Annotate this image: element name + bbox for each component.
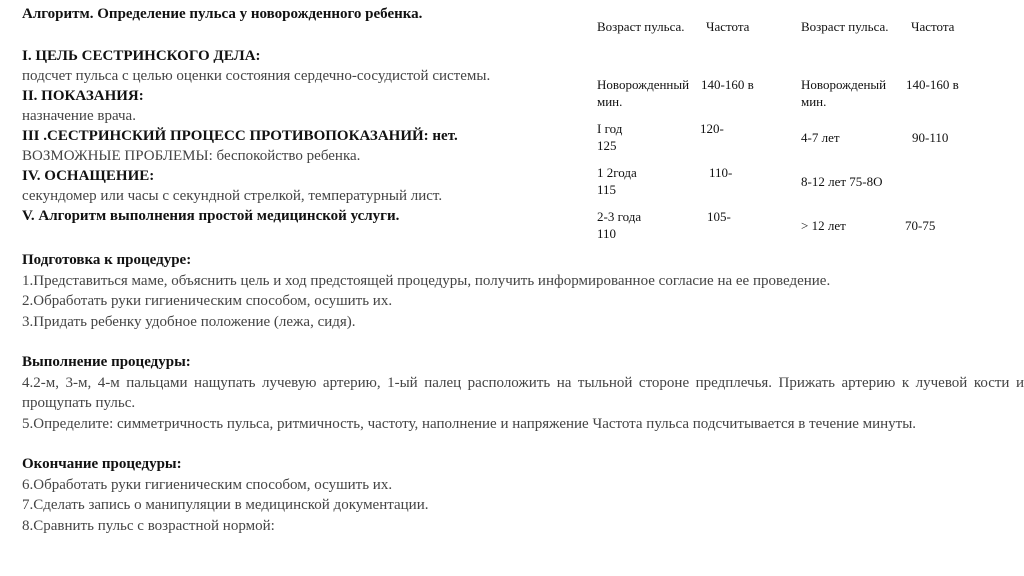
preparation-step: 2.Обработать руки гигиеническим способом, осушить их. <box>22 293 393 309</box>
document-title: Алгоритм. Определение пульса у новорожденного ребенка. <box>22 6 423 22</box>
table-left-row-age: 1 2года <box>597 165 637 180</box>
algorithm-heading: V. Алгоритм выполнения простой медицинской услуги. <box>22 208 400 224</box>
equipment-heading: IV. ОСНАЩЕНИЕ: <box>22 168 155 184</box>
goal-text: подсчет пульса с целью оценки состояния сердечно-сосудистой системы. <box>22 68 491 84</box>
contraindications-heading: III .СЕСТРИНСКИЙ ПРОЦЕСС ПРОТИВОПОКАЗАНИЙ: нет. <box>22 128 458 144</box>
completion-step: 7.Сделать запись о манипуляции в медицинской документации. <box>22 497 429 513</box>
table-right-row-age: Новорожденый <box>801 77 887 92</box>
table-right-row-age: 8-12 лет 75-8О <box>801 174 883 189</box>
table-left-row-age: Новорожденный <box>597 77 690 92</box>
completion-step: 8.Сравнить пульс с возрастной нормой: <box>22 517 275 534</box>
completion-step: 6.Обработать руки гигиеническим способом, осушить их. <box>22 476 393 493</box>
table-right-row-freq: 90-110 <box>912 130 949 145</box>
table-left-row-freq: 140-160 в <box>701 77 754 92</box>
indications-text: назначение врача. <box>22 108 136 124</box>
indications-heading: II. ПОКАЗАНИЯ: <box>22 88 144 104</box>
table-right-row-freq: 70-75 <box>905 218 936 233</box>
preparation-step: 1.Представиться маме, объяснить цель и ход предстоящей процедуры, получить информированное согласие на ее проведение. <box>22 272 831 289</box>
table-left-row-freq: 110- <box>709 165 733 180</box>
table-left-row-age: I год <box>597 121 623 136</box>
execution-step: 5.Определите: симметричность пульса, ритмичность, частоту, наполнение и напряжение Частота пульса подсчитывается в течение минуты. <box>22 415 917 432</box>
procedure-block <box>22 250 1024 536</box>
problems-text: ВОЗМОЖНЫЕ ПРОБЛЕМЫ: беспокойство ребенка. <box>22 148 361 164</box>
table-left-header-freq: Частота <box>706 19 750 34</box>
preparation-step: 3.Придать ребенку удобное положение (лежа, сидя). <box>22 313 356 330</box>
table-right-row-rest: мин. <box>801 94 827 109</box>
table-right-header-age: Возраст пульса. <box>801 19 889 34</box>
table-left-row-rest: 110 <box>597 226 617 241</box>
execution-step: 4.2-м, 3-м, 4-м пальцами нащупать лучевую артерию, 1-ый палец расположить на тыльной стороне предплечья. Прижать артерию к лучевой кости и прощупать пульс. <box>22 374 1024 411</box>
completion-heading: Окончание процедуры: <box>22 456 182 472</box>
table-right-row-freq: 140-160 в <box>906 77 959 92</box>
sections-block <box>22 46 582 226</box>
table-left-row-freq: 105- <box>707 209 731 224</box>
table-left-row-rest: 125 <box>597 138 617 153</box>
table-right-row-age: 4-7 лет <box>801 130 840 145</box>
goal-heading: I. ЦЕЛЬ СЕСТРИНСКОГО ДЕЛА: <box>22 48 261 64</box>
table-left-row-age: 2-3 года <box>597 209 642 224</box>
table-right-header-freq: Частота <box>911 19 955 34</box>
table-left-row-rest: мин. <box>597 94 623 109</box>
table-left-row-freq: 120- <box>700 121 724 136</box>
table-left-header-age: Возраст пульса. <box>597 19 685 34</box>
equipment-text: секундомер или часы с секундной стрелкой, температурный лист. <box>22 188 443 204</box>
preparation-heading: Подготовка к процедуре: <box>22 252 192 268</box>
table-right-row-age: > 12 лет <box>801 218 846 233</box>
execution-heading: Выполнение процедуры: <box>22 354 191 370</box>
table-left-row-rest: 115 <box>597 182 617 197</box>
